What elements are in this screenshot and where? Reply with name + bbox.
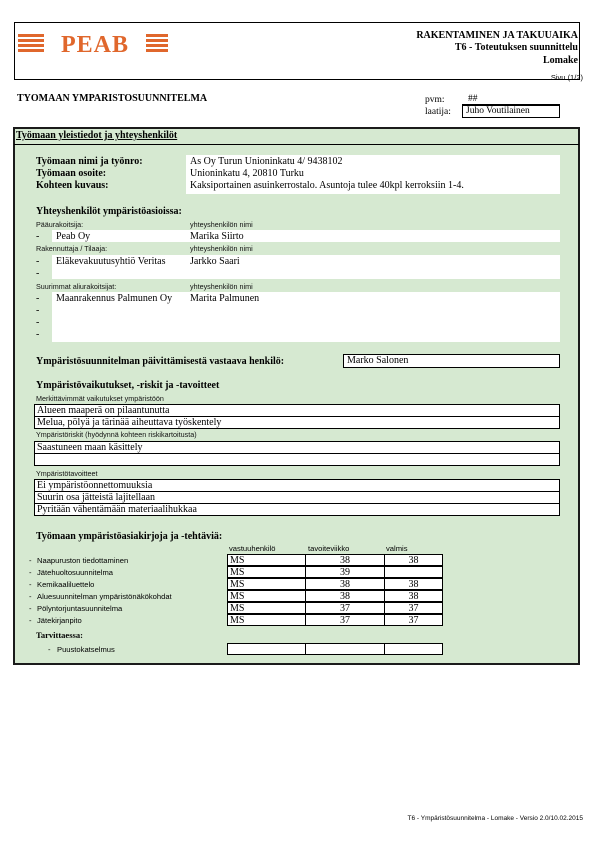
task-dash: -: [29, 568, 32, 577]
document-title: TYOMAAN YMPARISTOSUUNNITELMA: [17, 93, 208, 104]
task-dash: -: [29, 604, 32, 613]
task-target-week-cell[interactable]: 38: [305, 554, 385, 566]
client-label: Rakennuttaja / Tilaaja:: [36, 244, 108, 253]
task-done-cell[interactable]: 37: [384, 614, 443, 626]
task-name: Pölyntorjuntasuunnitelma: [37, 604, 123, 613]
task-done-cell[interactable]: 37: [384, 602, 443, 614]
optional-done-field[interactable]: [384, 643, 443, 655]
logo-text: PEAB: [60, 32, 130, 55]
task-name: Kemikaaliluettelo: [37, 580, 95, 589]
page-number: Sivu (1/2): [550, 73, 583, 82]
main-contractor-value[interactable]: Peab Oy: [56, 231, 91, 242]
sub-dash-2: -: [36, 305, 40, 316]
footer-text: T6 - Ympäristösuunnitelma - Lomake - Versio 2.0/10.02.2015: [407, 815, 583, 822]
optional-label: Tarvittaessa:: [36, 630, 83, 640]
task-responsible-cell[interactable]: MS: [227, 602, 306, 614]
site-address-value[interactable]: Unioninkatu 4, 20810 Turku: [190, 168, 304, 179]
sub-dash-3: -: [36, 317, 40, 328]
section1-divider: [14, 144, 579, 145]
main-contact-person-label: yhteyshenkilön nimi: [190, 220, 253, 229]
task-target-week-cell[interactable]: 37: [305, 614, 385, 626]
contacts-title: Yhteyshenkilöt ympäristöasioissa:: [36, 206, 182, 217]
site-desc-label: Kohteen kuvaus:: [36, 180, 109, 191]
col-done-header: valmis: [386, 544, 408, 553]
client-contact-person-value[interactable]: Jarkko Saari: [190, 256, 240, 267]
sub-dash-4: -: [36, 329, 40, 340]
optional-resp-field[interactable]: [227, 643, 306, 655]
header-line3: Lomake: [543, 55, 578, 66]
impact-field-2[interactable]: Melua, pölyä ja tärinää aiheuttava työskentely: [34, 416, 560, 429]
responsible-label: Ympäristösuunnitelman päivittämisestä vastaava henkilö:: [36, 356, 285, 367]
pvm-label: pvm:: [425, 95, 445, 105]
task-dash: -: [29, 592, 32, 601]
header-line1: RAKENTAMINEN JA TAKUUAIKA: [416, 30, 578, 41]
goal-field-2[interactable]: Suurin osa jätteistä lajitellaan: [34, 491, 560, 504]
task-name: Jätekirjanpito: [37, 616, 82, 625]
main-contractor-label: Pääurakoitsija:: [36, 220, 84, 229]
main-contractor-row: [52, 230, 560, 242]
site-name-label: Työmaan nimi ja työnro:: [36, 156, 143, 167]
client-contact-person-label: yhteyshenkilön nimi: [190, 244, 253, 253]
task-target-week-cell[interactable]: 38: [305, 590, 385, 602]
main-contact-person-value[interactable]: Marika Siirto: [190, 231, 244, 242]
task-done-cell[interactable]: [384, 566, 443, 578]
impacts-title: Ympäristövaikutukset, -riskit ja -tavoitteet: [36, 380, 220, 391]
laatija-field[interactable]: Juho Voutilainen: [462, 105, 560, 118]
task-done-cell[interactable]: 38: [384, 554, 443, 566]
site-name-value[interactable]: As Oy Turun Unioninkatu 4/ 9438102: [190, 156, 343, 167]
sub-dash-1: -: [36, 293, 40, 304]
site-desc-value[interactable]: Kaksiportainen asuinkerrostalo. Asuntoja tulee 40kpl kerroksiin 1-4.: [190, 180, 464, 191]
goal-field-1[interactable]: Ei ympäristöonnettomuuksia: [34, 479, 560, 492]
task-done-cell[interactable]: 38: [384, 590, 443, 602]
task-done-cell[interactable]: 38: [384, 578, 443, 590]
subcontractor-value[interactable]: Maanrakennus Palmunen Oy: [56, 293, 173, 304]
task-responsible-cell[interactable]: MS: [227, 614, 306, 626]
tasks-title: Työmaan ympäristöasiakirjoja ja -tehtäviä:: [36, 531, 223, 542]
sub-contact-person-label: yhteyshenkilön nimi: [190, 282, 253, 291]
task-target-week-cell[interactable]: 38: [305, 578, 385, 590]
task-responsible-cell[interactable]: MS: [227, 578, 306, 590]
risks-label: Ympäristöriskit (hyödynnä kohteen riskikartoitusta): [36, 430, 197, 439]
optional-item-label: Puustokatselmus: [57, 645, 115, 654]
task-dash: -: [29, 616, 32, 625]
task-target-week-cell[interactable]: 39: [305, 566, 385, 578]
goal-field-3[interactable]: Pyritään vähentämään materiaalihukkaa: [34, 503, 560, 516]
goals-label: Ympäristötavoitteet: [36, 469, 98, 478]
site-address-label: Työmaan osoite:: [36, 168, 107, 179]
peab-logo: [18, 31, 168, 55]
task-responsible-cell[interactable]: MS: [227, 590, 306, 602]
impacts-label: Merkittävimmät vaikutukset ympäristöön: [36, 394, 164, 403]
sub-contact-person-value[interactable]: Marita Palmunen: [190, 293, 260, 304]
optional-week-field[interactable]: [305, 643, 385, 655]
task-responsible-cell[interactable]: MS: [227, 554, 306, 566]
risk-field-1[interactable]: Saastuneen maan käsittely: [34, 441, 560, 454]
main-dash: -: [36, 231, 40, 242]
task-name: Aluesuunnitelman ympäristönäkökohdat: [37, 592, 172, 601]
col-target-week-header: tavoiteviikko: [308, 544, 350, 553]
section1-title: Työmaan yleistiedot ja yhteyshenkilöt: [16, 130, 178, 141]
laatija-label: laatija:: [425, 107, 451, 117]
task-name: Naapuruston tiedottaminen: [37, 556, 129, 565]
task-name: Jätehuoltosuunnitelma: [37, 568, 113, 577]
subcontractors-label: Suurimmat aliurakoitsijat:: [36, 282, 117, 291]
client-value[interactable]: Eläkevakuutusyhtiö Veritas: [56, 256, 166, 267]
responsible-field[interactable]: Marko Salonen: [343, 354, 560, 368]
task-responsible-cell[interactable]: MS: [227, 566, 306, 578]
risk-field-2[interactable]: [34, 453, 560, 466]
col-responsible-header: vastuuhenkilö: [229, 544, 276, 553]
optional-dash: -: [48, 645, 51, 654]
task-target-week-cell[interactable]: 37: [305, 602, 385, 614]
header-line2: T6 - Toteutuksen suunnittelu: [454, 42, 578, 53]
impact-field-1[interactable]: Alueen maaperä on pilaantunutta: [34, 404, 560, 417]
task-dash: -: [29, 580, 32, 589]
client-dash-1: -: [36, 256, 40, 267]
client-dash-2: -: [36, 268, 40, 279]
pvm-field[interactable]: ##: [462, 94, 560, 105]
task-dash: -: [29, 556, 32, 565]
